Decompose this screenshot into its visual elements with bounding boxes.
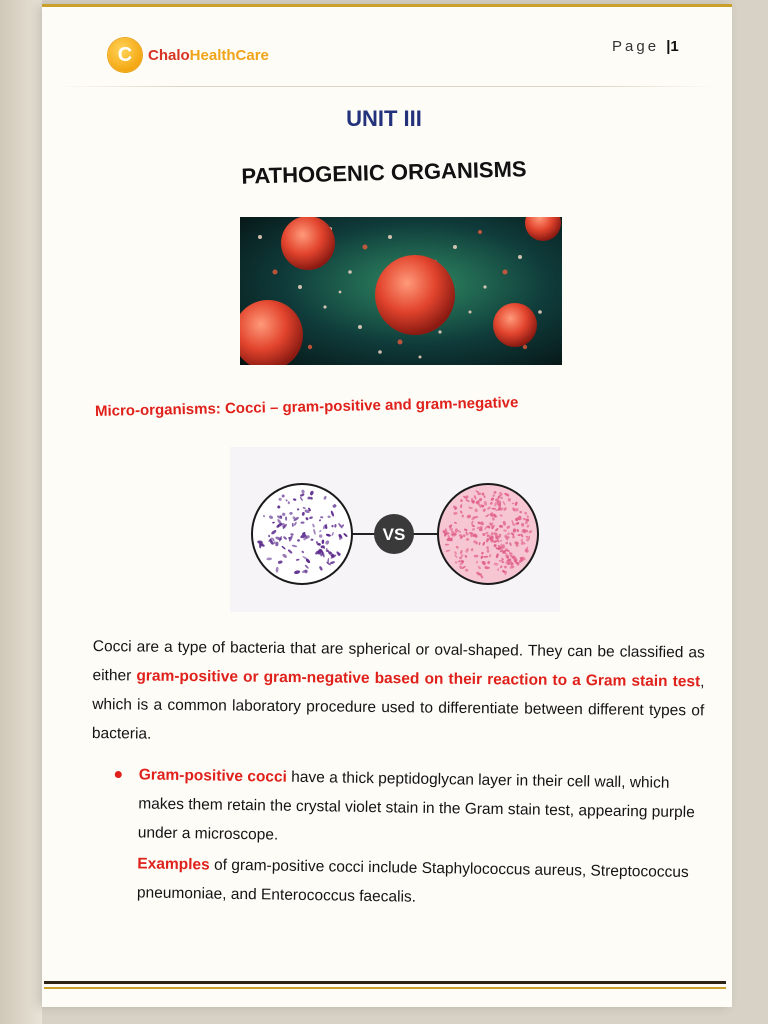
page-left-edge <box>0 0 42 1024</box>
pathogen-illustration <box>240 217 562 365</box>
bullet-text: Gram-positive cocci have a thick peptidoglycan layer in their cell wall, which makes them retain the crystal violet stain in the Gram stain test, appearing purple under a microscope. <box>137 766 695 844</box>
gram-stain-comparison <box>230 447 560 612</box>
bullet-item <box>113 760 705 916</box>
intro-paragraph: Cocci are a type of bacteria that are spherical or oval-shaped. They can be classified as either gram-positive or gram-negative based on their reaction to a Gram stain test, which is a common laboratory procedure used to differentiate between different types of bacteria. <box>91 637 705 743</box>
header-divider <box>55 86 718 87</box>
unit-title: UNIT III <box>346 106 422 131</box>
bullet-term: Gram-positive cocci <box>138 766 288 786</box>
footer-accent-line <box>44 987 726 989</box>
section-heading: Micro-organisms: Cocci – gram-positive and gram-negative <box>94 394 519 420</box>
logo-text: ChaloHealthCare <box>148 46 269 64</box>
bacterium-mark <box>472 528 475 531</box>
footer-divider <box>44 981 726 984</box>
bacterium-mark <box>498 504 500 508</box>
bacterium-mark <box>480 526 483 529</box>
page-number: Page |1 <box>612 38 679 55</box>
vs-label: VS <box>382 525 406 544</box>
gram-stain-highlight: gram-positive or gram-negative based on their reaction to a Gram stain test <box>136 667 701 691</box>
examples-text: Examples of gram-positive cocci include Staphylococcus aureus, Streptococcus pneumoniae, and Enterococcus faecalis. <box>136 855 689 906</box>
page-title: PATHOGENIC ORGANISMS <box>241 156 527 189</box>
bacterium-mark <box>301 522 305 524</box>
examples-label: Examples <box>137 855 210 874</box>
gram-stain-figure <box>230 447 560 612</box>
bullet-icon <box>115 771 122 778</box>
logo-icon: C <box>108 38 142 72</box>
brand-logo <box>108 38 269 72</box>
